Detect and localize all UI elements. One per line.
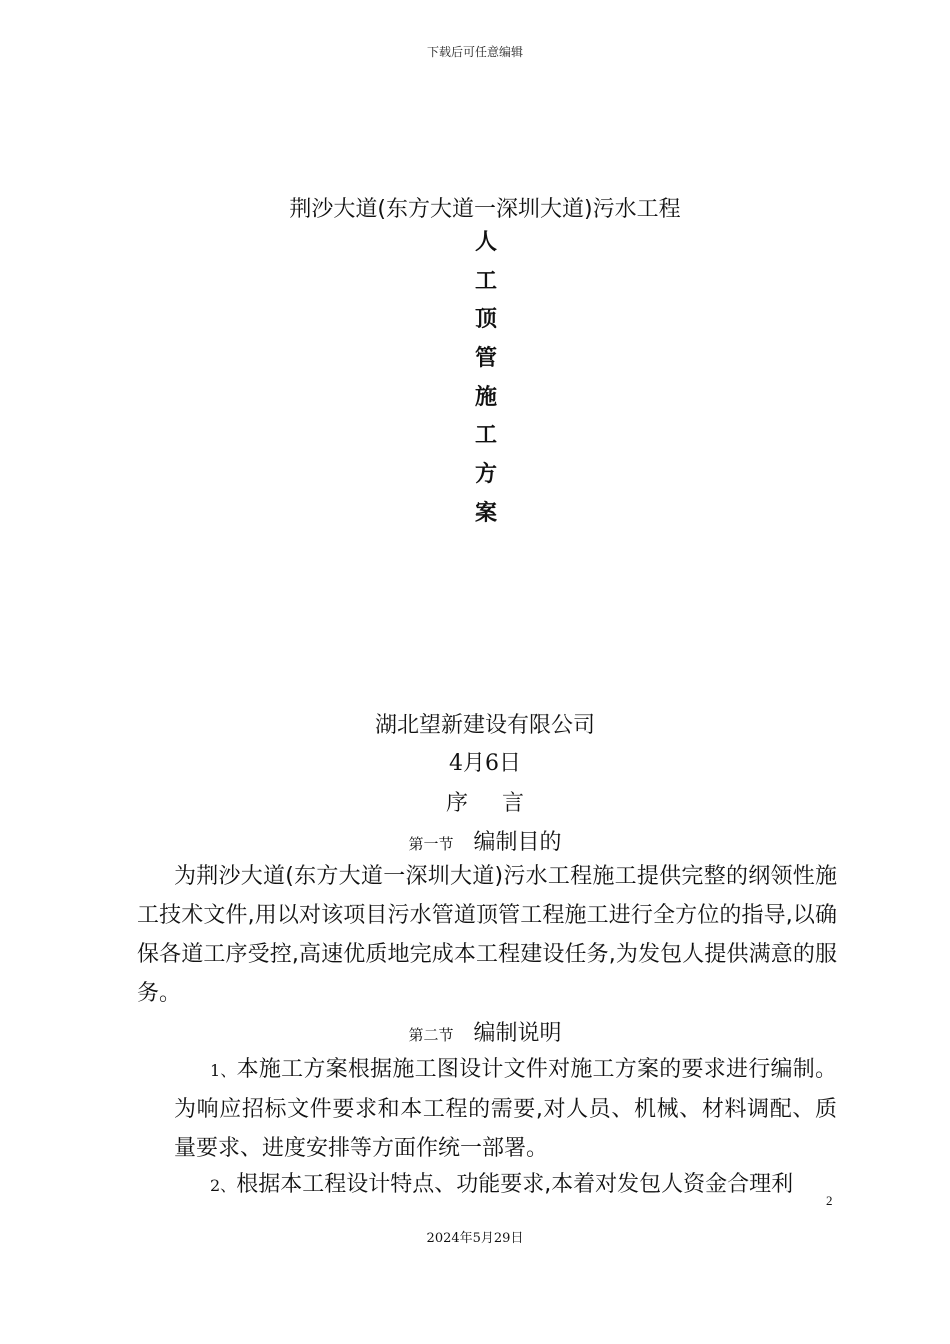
vertical-title-char: 管 xyxy=(474,346,497,372)
preface-char: 序 xyxy=(445,791,468,816)
list-item xyxy=(174,1165,837,1205)
preface-heading xyxy=(0,786,950,817)
company-name: 湖北望新建设有限公司 xyxy=(374,713,595,738)
list-item-text: 根据本工程设计特点、功能要求,本着对发包人资金合理利 xyxy=(236,1172,794,1197)
section-paragraph: 为荆沙大道(东方大道一深圳大道)污水工程施工提供完整的纲领性施工技术文件,用以对该项目污水管道顶管工程施工进行全方位的指导,以确保各道工序受控,高速优质地完成本工程建设任务,为发包人提供满意的服务。 xyxy=(137,864,837,1006)
preface-char: 言 xyxy=(502,791,525,816)
list-item-number: 2、 xyxy=(210,1176,237,1195)
vertical-title-char: 工 xyxy=(474,423,497,449)
list-item-text: 本施工方案根据施工图设计文件对施工方案的要求进行编制。为响应招标文件要求和本工程的需要,对人员、机械、材料调配、质量要求、进度安排等方面作统一部署。 xyxy=(174,1057,837,1161)
list-item-number: 1、 xyxy=(210,1061,237,1080)
vertical-title-char: 人 xyxy=(474,230,497,255)
vertical-title-char: 工 xyxy=(474,268,497,294)
section-number: 第二节 xyxy=(408,1026,454,1044)
section-heading xyxy=(0,825,950,856)
vertical-title-char: 顶 xyxy=(474,307,497,333)
list-item xyxy=(174,1050,837,1168)
section-title: 编制说明 xyxy=(473,1021,562,1046)
section-number: 第一节 xyxy=(408,835,454,853)
cover-date: 4月6日 xyxy=(449,751,521,776)
vertical-title-char: 施 xyxy=(474,384,497,410)
page-header: 下载后可任意编辑 xyxy=(426,45,523,59)
page-footer: 2024年5月29日 xyxy=(426,1231,524,1246)
page-number: 2 xyxy=(826,1193,833,1208)
vertical-title xyxy=(474,228,498,538)
vertical-title-char: 方 xyxy=(474,462,497,488)
vertical-title-char: 案 xyxy=(474,500,497,526)
section-title: 编制目的 xyxy=(473,830,562,855)
section-heading xyxy=(0,1016,950,1047)
project-title: 荆沙大道(东方大道一深圳大道)污水工程 xyxy=(289,197,681,222)
